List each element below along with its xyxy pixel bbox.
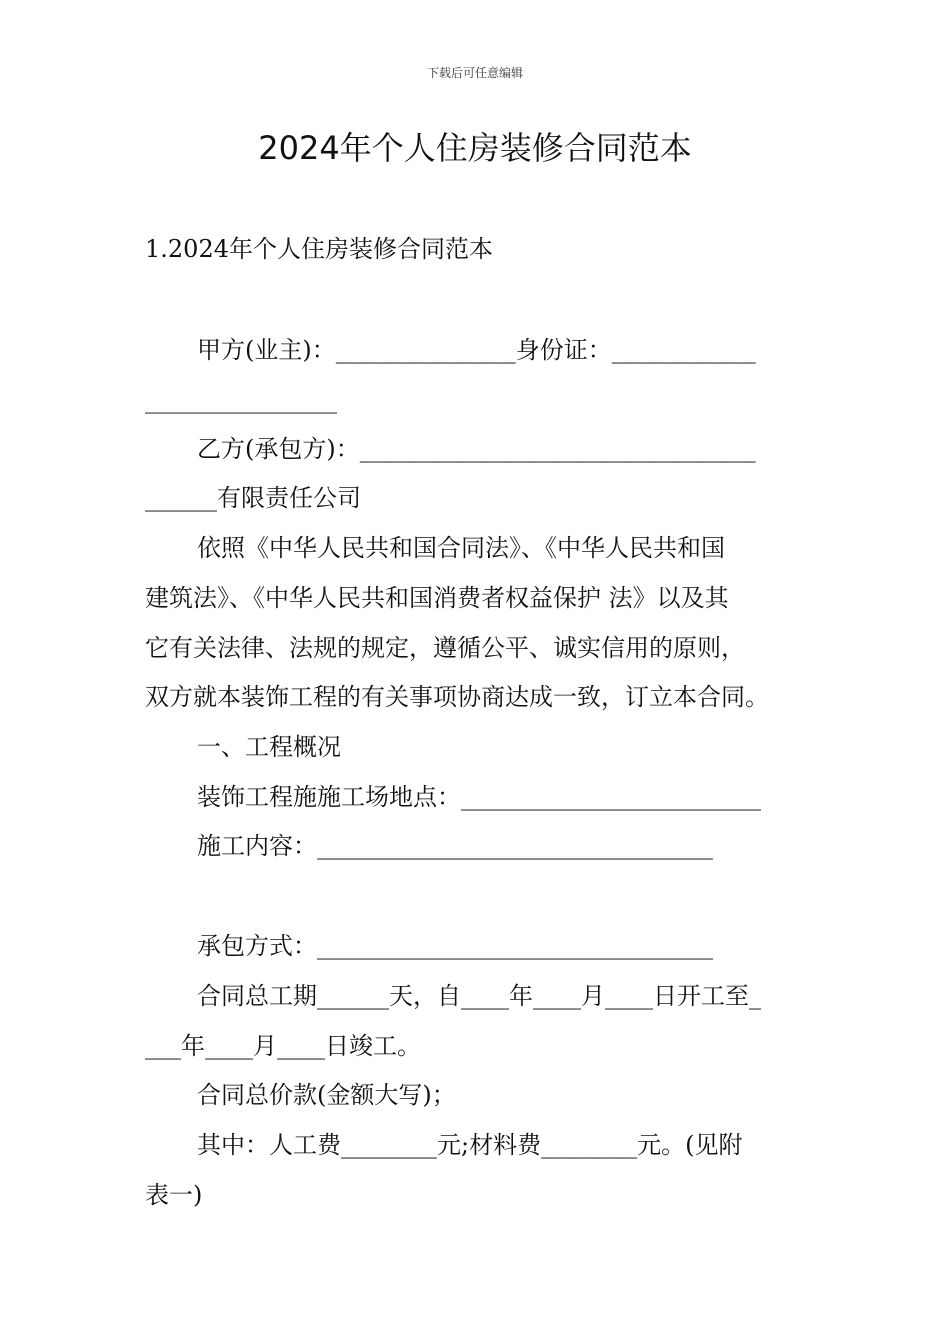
total-price-line: 合同总价款(金额大写)； xyxy=(197,1081,456,1109)
section-one-heading: 一、工程概况 xyxy=(197,733,341,761)
work-content-line: 施工内容：_________________________________ xyxy=(197,832,713,860)
contract-method-line: 承包方式：_________________________________ xyxy=(197,932,713,960)
preamble-line-1: 依照《中华人民共和国合同法》、《中华人民共和国 xyxy=(197,534,725,562)
cost-breakdown-line: 其中：人工费________元;材料费________元。(见附 xyxy=(197,1131,743,1159)
party-a-continuation: ________________ xyxy=(145,386,337,414)
preamble-line-2: 建筑法》、《中华人民共和国消费者权益保护 法》以及其 xyxy=(145,584,729,612)
section-heading: 1.2024年个人住房装修合同范本 xyxy=(145,235,493,263)
preamble-line-4: 双方就本装饰工程的有关事项协商达成一致，订立本合同。 xyxy=(145,683,769,711)
page-header: 下载后可任意编辑 xyxy=(426,66,523,80)
document-title: 2024年个人住房装修合同范本 xyxy=(258,129,692,167)
party-b-continuation: ______有限责任公司 xyxy=(145,484,361,512)
duration-line: 合同总工期______天，自____年____月____日开工至_ xyxy=(197,982,761,1010)
cost-breakdown-continuation: 表一) xyxy=(145,1181,203,1209)
party-a-line: 甲方(业主)：_______________身份证：____________ xyxy=(197,336,756,364)
party-b-line: 乙方(承包方)：_________________________________ xyxy=(197,435,756,463)
site-location-line: 装饰工程施施工场地点：_________________________ xyxy=(197,783,761,811)
duration-continuation: ___年____月____日竣工。 xyxy=(145,1032,421,1060)
preamble-line-3: 它有关法律、法规的规定，遵循公平、诚实信用的原则， xyxy=(145,634,745,662)
